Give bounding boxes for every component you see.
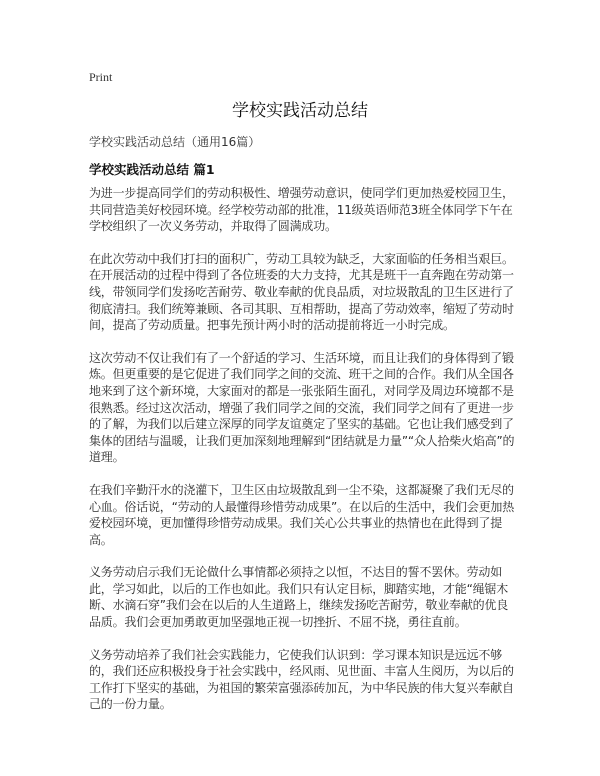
print-link[interactable]: Print <box>89 70 113 84</box>
document-subtitle: 学校实践活动总结（通用16篇） <box>89 135 261 149</box>
document-title: 学校实践活动总结 <box>232 101 368 121</box>
body-text <box>89 185 519 729</box>
section-heading: 学校实践活动总结 篇1 <box>89 162 215 177</box>
paragraph-3: 这次劳动不仅让我们有了一个舒适的学习、生活环境，而且让我们的身体得到了锻炼。但更重要的是它促进了我们同学之间的交流、班干之间的合作。我们从全国各地来到了这个新环境，大家面对的都是一张张陌生面孔，对同学及周边环境都不是很熟悉。经过这次活动，增强了我们同学之间的交流，我们同学之间有了更进一步的了解，为我们以后建立深厚的同学友谊奠定了坚实的基础。它也让我们感受到了集体的团结与温暖，让我们更加深刻地理解到“团结就是力量”“众人拾柴火焰高”的道理。 <box>89 350 515 465</box>
paragraph-6: 义务劳动培养了我们社会实践能力，它使我们认识到：学习课本知识是远远不够的，我们还应积极投身于社会实践中，经风雨、见世面、丰富人生阅历，为以后的工作打下坚实的基础，为祖国的繁荣富强添砖加瓦，为中华民族的伟大复兴奉献自己的一份力量。 <box>89 647 514 712</box>
paragraph-2: 在此次劳动中我们打扫的面积广，劳动工具较为缺乏，大家面临的任务相当艰巨。在开展活动的过程中得到了各位班委的大力支持，尤其是班干一直奔跑在劳动第一线，带领同学们发扬吃苦耐劳、敬业奉献的优良品质，对垃圾散乱的卫生区进行了彻底清扫。我们统筹兼顾、各司其职、互相帮助，提高了劳动效率，缩短了劳动时间，提高了劳动质量。把事先预计两小时的活动提前将近一小时完成。 <box>89 251 514 333</box>
paragraph-1: 为进一步提高同学们的劳动积极性、增强劳动意识，使同学们更加热爱校园卫生，共同营造美好校园环境。经学校劳动部的批准，11级英语师范3班全体同学下午在学校组织了一次义务劳动，并取得了圆满成功。 <box>89 186 514 234</box>
paragraph-4: 在我们辛勤汗水的浇灌下，卫生区由垃圾散乱到一尘不染，这都凝聚了我们无尽的心血。俗话说，“劳动的人最懂得珍惜劳动成果”。在以后的生活中，我们会更加热爱校园环境，更加懂得珍惜劳动成果。我们关心公共事业的热情也在此得到了提高。 <box>89 482 515 547</box>
paragraph-5: 义务劳动启示我们无论做什么事情都必须持之以恒，不达目的誓不罢休。劳动如此，学习如此，以后的工作也如此。我们只有认定目标，脚踏实地，才能“绳锯木断、水滴石穿”我们会在以后的人生道路上，继续发扬吃苦耐劳，敬业奉献的优良品质。我们会更加勇敢更加坚强地正视一切挫折、不屈不挠，勇往直前。 <box>89 565 509 630</box>
